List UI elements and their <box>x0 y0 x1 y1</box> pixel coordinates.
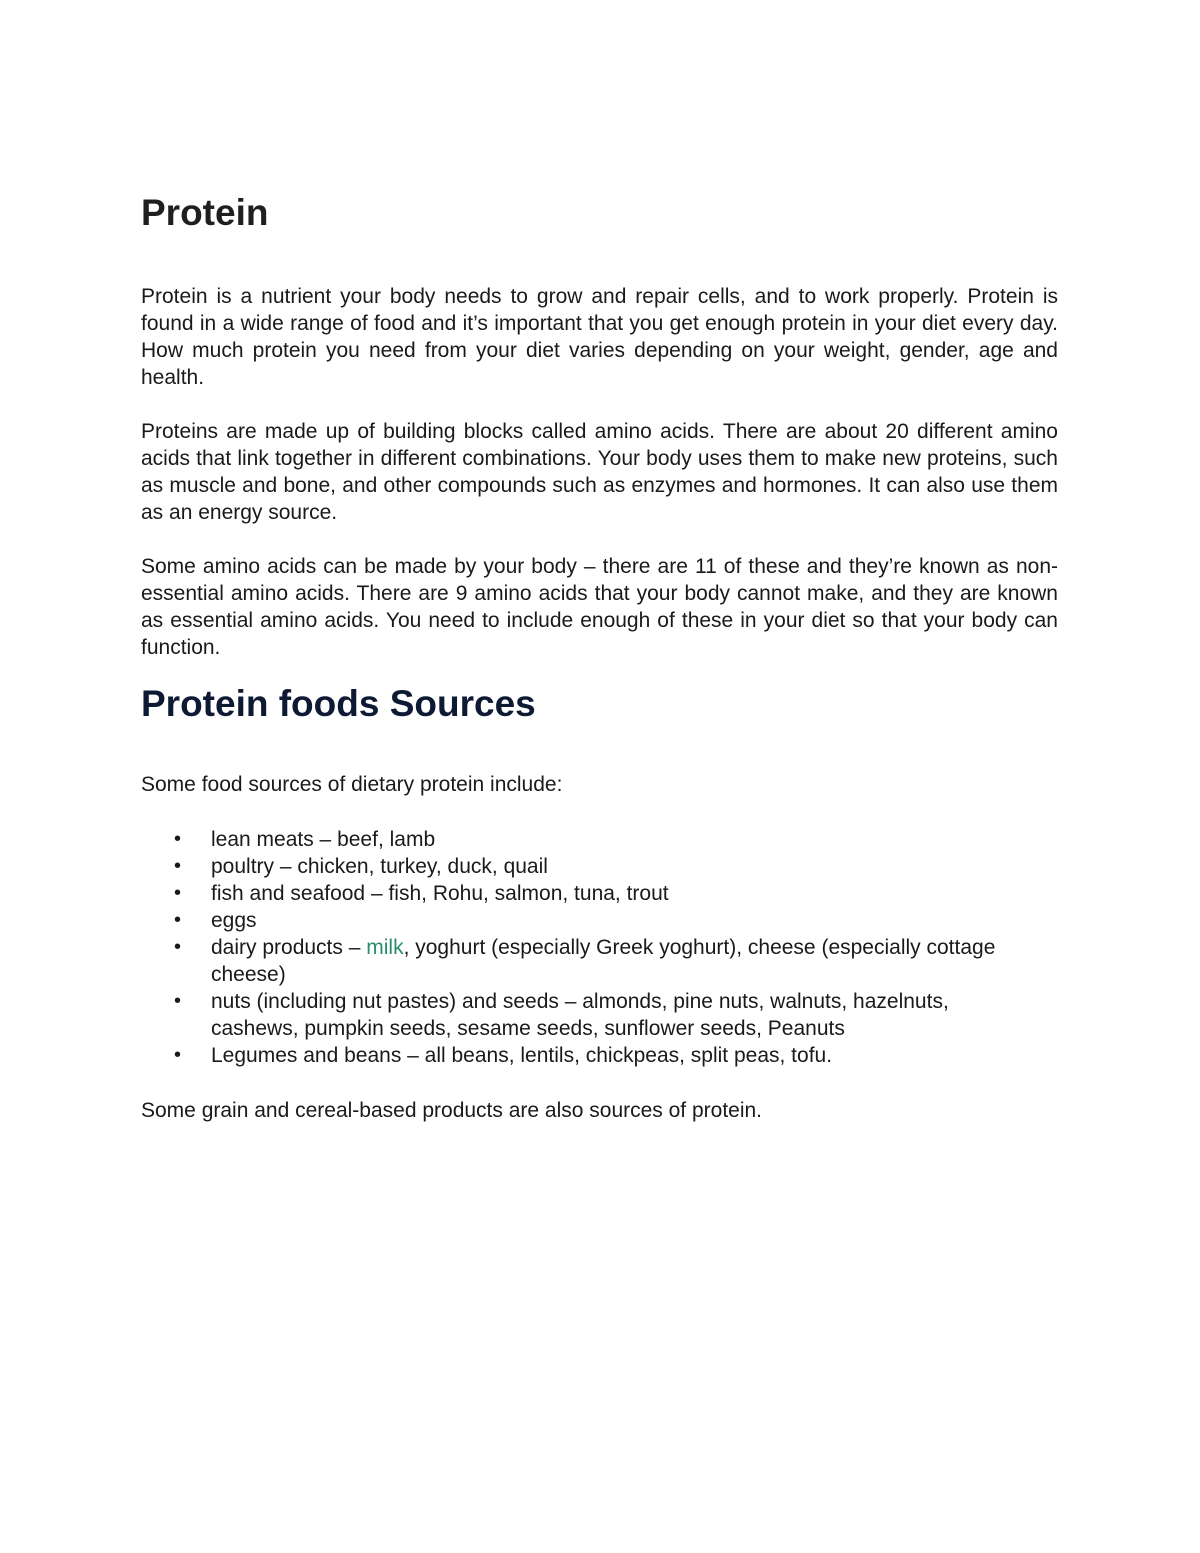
list-item-text: Legumes and beans – all beans, lentils, chickpeas, split peas, tofu. <box>211 1044 833 1067</box>
bullet-icon: • <box>174 828 182 850</box>
list-item <box>141 934 1041 988</box>
document-page <box>141 190 1058 1124</box>
intro-paragraph-2: Proteins are made up of building blocks called amino acids. There are about 20 different amino acids that link together in different combinations. Your body uses them to make new proteins, such as muscle and bone, and other compounds such as enzymes and hormones. It can also use them as an energy source. <box>141 420 1058 524</box>
list-item-text: fish and seafood – fish, Rohu, salmon, tuna, trout <box>211 882 669 905</box>
milk-link[interactable]: milk <box>366 936 404 959</box>
list-item-text: lean meats – beef, lamb <box>211 828 436 851</box>
list-item-text-prefix: dairy products – <box>211 936 367 959</box>
list-item <box>141 1042 1041 1069</box>
bullet-icon: • <box>174 882 182 904</box>
sources-heading: Protein foods Sources <box>141 683 536 724</box>
list-item <box>141 988 1041 1042</box>
bullet-icon: • <box>174 1044 182 1066</box>
list-item-text-suffix: , yoghurt (especially Greek yoghurt), cheese (especially cottage cheese) <box>211 936 996 986</box>
bullet-icon: • <box>174 909 182 931</box>
bullet-icon: • <box>174 990 182 1012</box>
list-item <box>141 853 1041 880</box>
list-item-text: nuts (including nut pastes) and seeds – almonds, pine nuts, walnuts, hazelnuts, cashews, pumpkin seeds, sesame seeds, sunflower seeds, Peanuts <box>211 990 949 1040</box>
list-item <box>141 907 1041 934</box>
closing-paragraph: Some grain and cereal-based products are also sources of protein. <box>141 1099 763 1122</box>
list-item <box>141 826 1041 853</box>
intro-paragraph-3: Some amino acids can be made by your body – there are 11 of these and they’re known as non-essential amino acids. There are 9 amino acids that your body cannot make, and they are known as essential amino acids. You need to include enough of these in your diet so that your body can function. <box>141 555 1058 659</box>
intro-paragraph-1: Protein is a nutrient your body needs to grow and repair cells, and to work properly. Protein is found in a wide range of food and it’s important that you get enough protein in your diet every day. How much protein you need from your diet varies depending on your weight, gender, age and health. <box>141 285 1058 389</box>
list-item <box>141 880 1041 907</box>
bullet-icon: • <box>174 855 182 877</box>
page-title: Protein <box>141 192 269 233</box>
sources-intro: Some food sources of dietary protein include: <box>141 773 563 796</box>
bullet-icon: • <box>174 936 182 958</box>
sources-list <box>141 826 1058 1069</box>
list-item-text: eggs <box>211 909 257 932</box>
list-item-text: poultry – chicken, turkey, duck, quail <box>211 855 548 878</box>
